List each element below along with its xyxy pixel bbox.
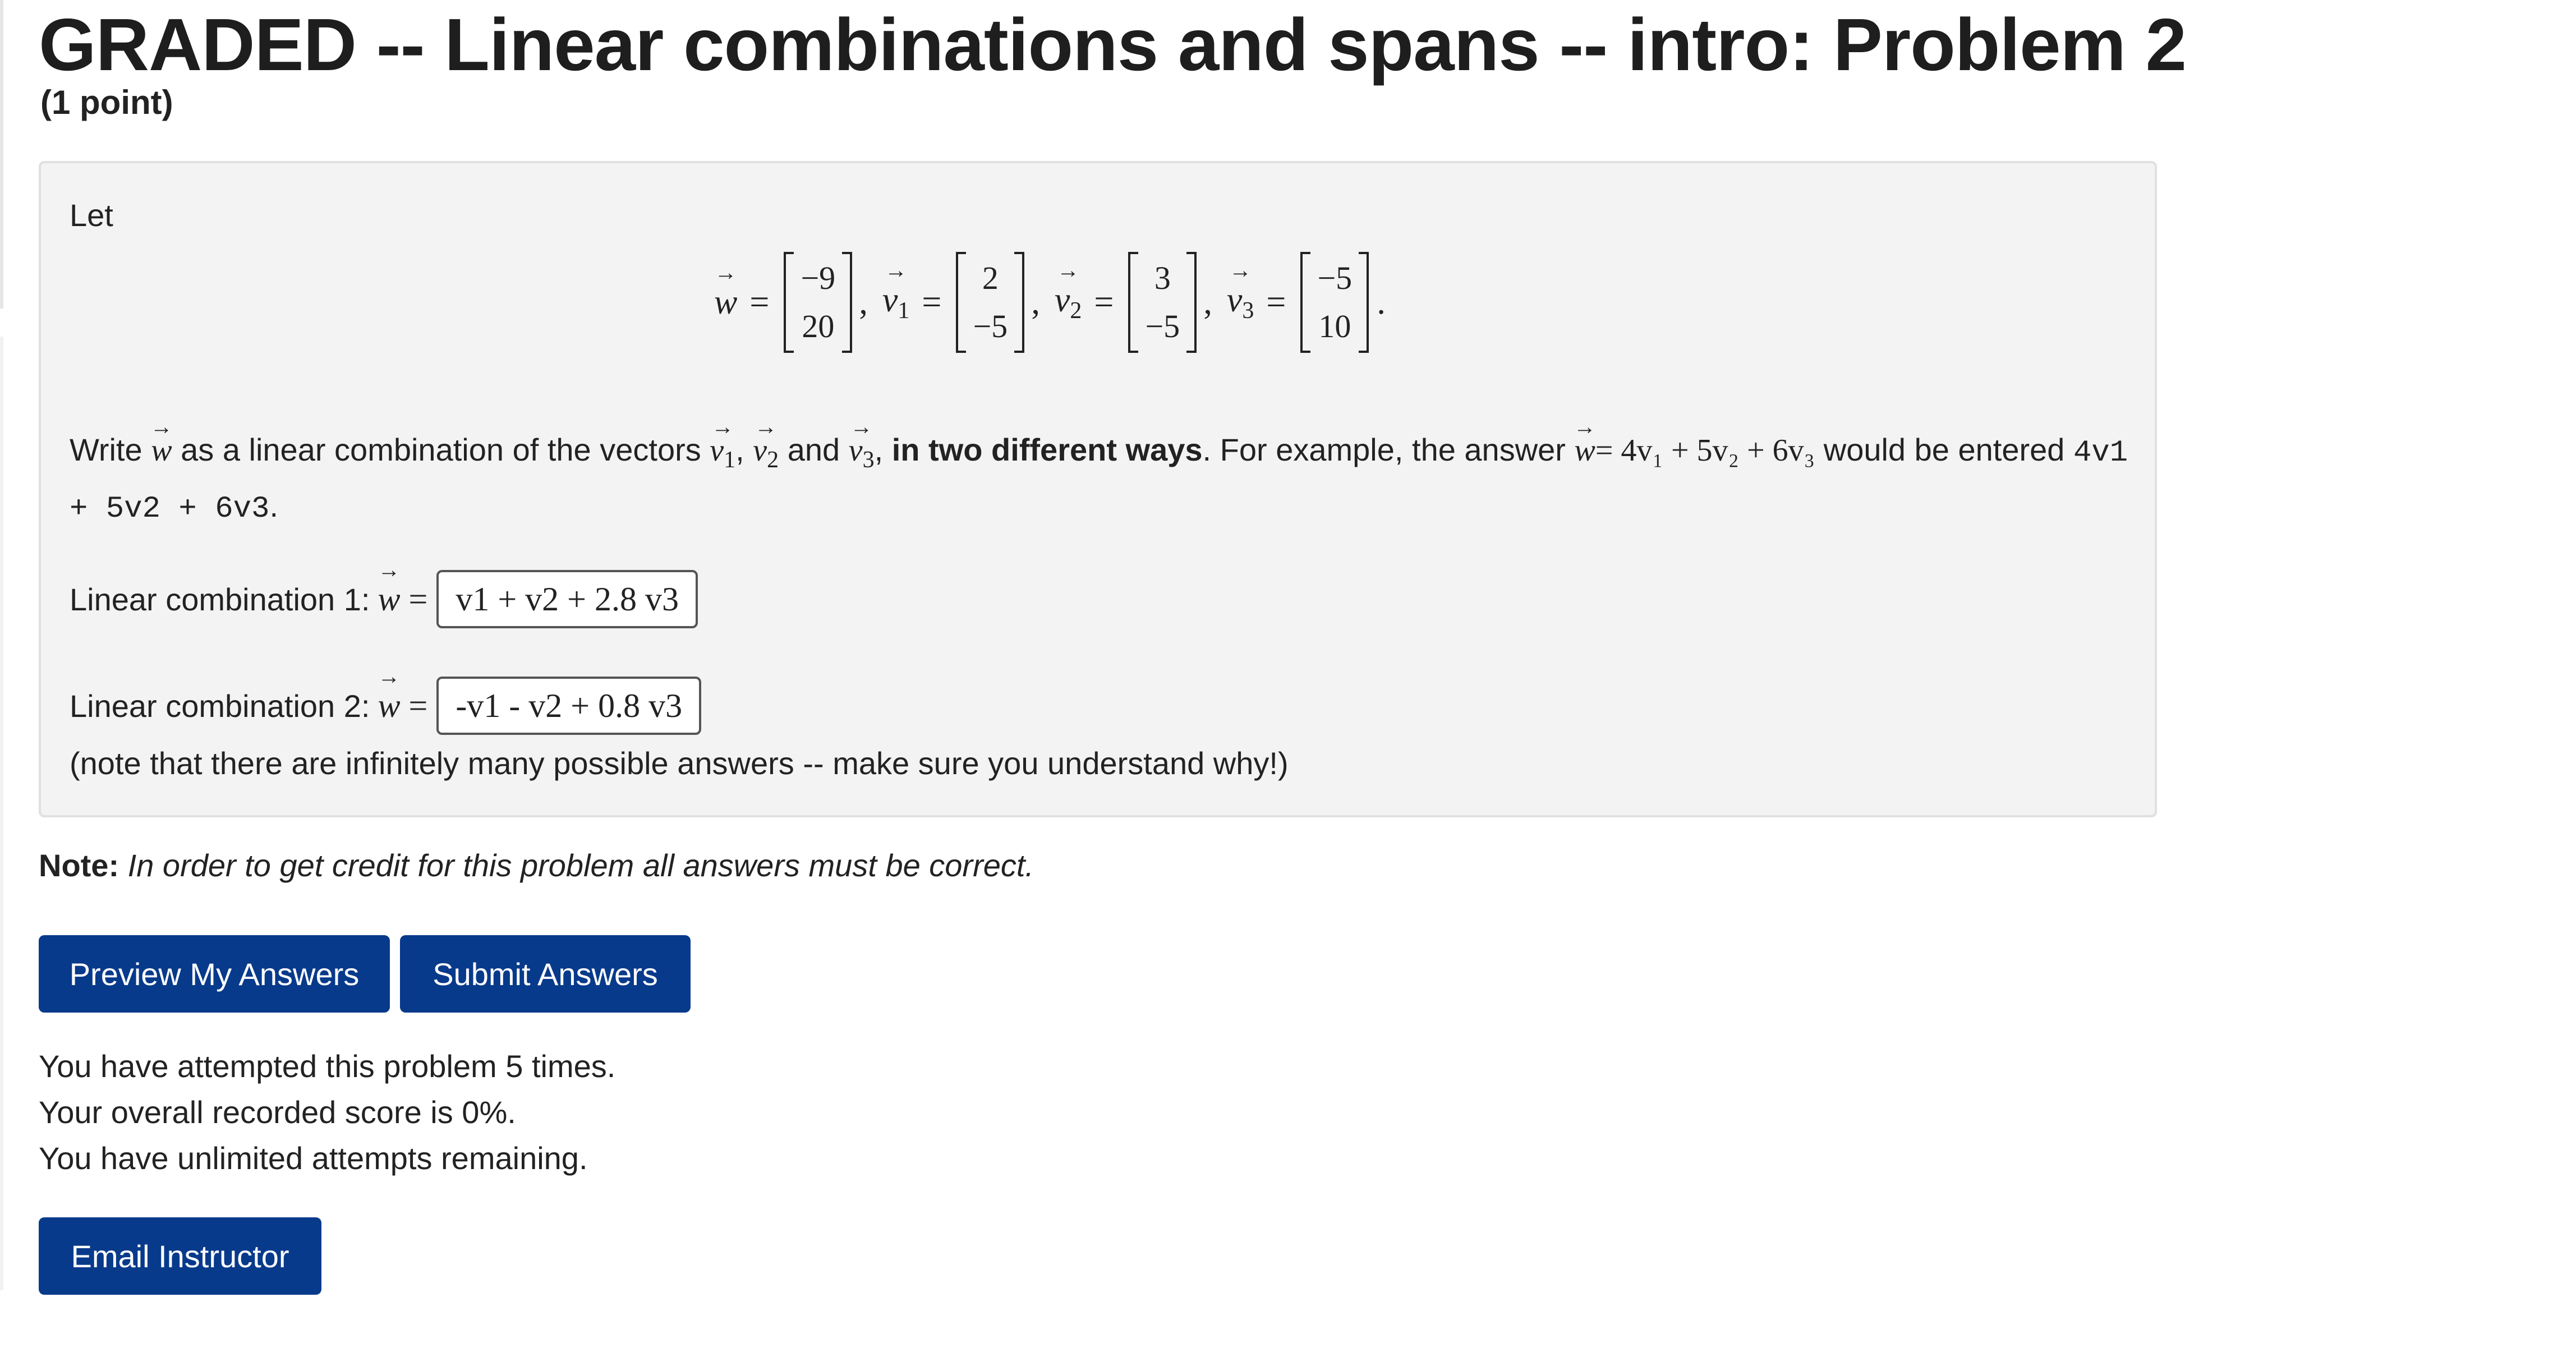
attempts-text: You have attempted this problem 5 times. bbox=[39, 1048, 616, 1084]
vector-w-symbol: → w bbox=[714, 259, 738, 321]
remaining-text: You have unlimited attempts remaining. bbox=[39, 1140, 588, 1176]
vector-w-matrix bbox=[784, 252, 852, 353]
combination-1-row bbox=[70, 556, 698, 628]
example-code: 4v1 + 5v2 + 6v3 bbox=[70, 436, 2128, 526]
matrix-entry: 10 bbox=[1318, 308, 1351, 344]
infinite-answers-note: (note that there are infinitely many possible answers -- make sure you understand why!) bbox=[70, 746, 1289, 781]
combination-1-label: Linear combination 1: bbox=[70, 581, 370, 617]
w-equals-symbol: → w = bbox=[378, 556, 428, 618]
vector-w-example: → w bbox=[1574, 414, 1597, 468]
vector-v2-inline: → $v_2$ bbox=[753, 414, 779, 473]
vector-v2-symbol: → $v_2$ bbox=[1054, 257, 1082, 324]
points-label: (1 point) bbox=[40, 84, 173, 121]
vector-v3-inline: → $v_3$ bbox=[848, 414, 875, 473]
vector-v3-matrix bbox=[1300, 252, 1369, 353]
let-text: Let bbox=[70, 197, 113, 233]
combination-1-answer-field[interactable]: v1 + v2 + 2.8 v3 bbox=[436, 570, 698, 628]
combination-2-row bbox=[70, 663, 701, 735]
note-text: In order to get credit for this problem all answers must be correct. bbox=[127, 848, 1034, 883]
vector-v3-symbol: → $v_3$ bbox=[1226, 257, 1254, 324]
vector-v2-matrix bbox=[1128, 252, 1197, 353]
combination-2-answer-field[interactable]: -v1 - v2 + 0.8 v3 bbox=[436, 677, 701, 735]
submit-answers-button[interactable]: Submit Answers bbox=[400, 935, 691, 1013]
preview-answers-button[interactable]: Preview My Answers bbox=[39, 935, 390, 1013]
email-instructor-button[interactable]: Email Instructor bbox=[39, 1217, 321, 1295]
matrix-entry: 2 bbox=[982, 260, 999, 296]
matrix-entry: −5 bbox=[1317, 260, 1353, 296]
matrix-entry: −9 bbox=[801, 260, 836, 296]
left-border-strip-lower bbox=[0, 337, 3, 1290]
matrix-entry: −5 bbox=[1145, 308, 1180, 344]
combination-2-label: Linear combination 2: bbox=[70, 688, 370, 724]
note-label: Note: bbox=[39, 848, 119, 883]
vector-v1-symbol: → $v_1$ bbox=[882, 257, 910, 324]
page-title: GRADED -- Linear combinations and spans -- intro: Problem 2 bbox=[39, 3, 2187, 86]
vector-v1-matrix bbox=[956, 252, 1024, 353]
score-text: Your overall recorded score is 0%. bbox=[39, 1094, 516, 1130]
credit-note bbox=[39, 847, 1034, 884]
example-expression: = 4v₁ + 5v₂ + 6v₃ bbox=[1595, 433, 1815, 468]
vector-v1-inline: → $v_1$ bbox=[710, 414, 736, 473]
matrix-entry: 20 bbox=[802, 308, 835, 344]
attempt-status bbox=[39, 1043, 615, 1181]
vector-w-inline: → w bbox=[150, 414, 173, 468]
left-border-strip bbox=[0, 0, 3, 309]
vector-definitions: → w = −9 20 , → $v_1$ = 2 −5 , → $v_2$ = 3 −5 , → $v_3$ = −5 10 . bbox=[714, 252, 1386, 353]
matrix-entry: −5 bbox=[973, 308, 1008, 344]
problem-panel bbox=[39, 161, 2157, 817]
instructions-text: Write → w as a linear combination of the vectors → $v_1$, → $v_2$ and → $v_3$, in two different ways. For example, the answer → w= 4v₁ + 5v₂ + 6v₃ would be entered 4v1 + 5v2 + 6v3. bbox=[70, 414, 2128, 526]
w-equals-symbol: → w = bbox=[378, 663, 428, 724]
matrix-entry: 3 bbox=[1154, 260, 1171, 296]
emphasis-two-ways: in two different ways bbox=[891, 432, 1203, 467]
